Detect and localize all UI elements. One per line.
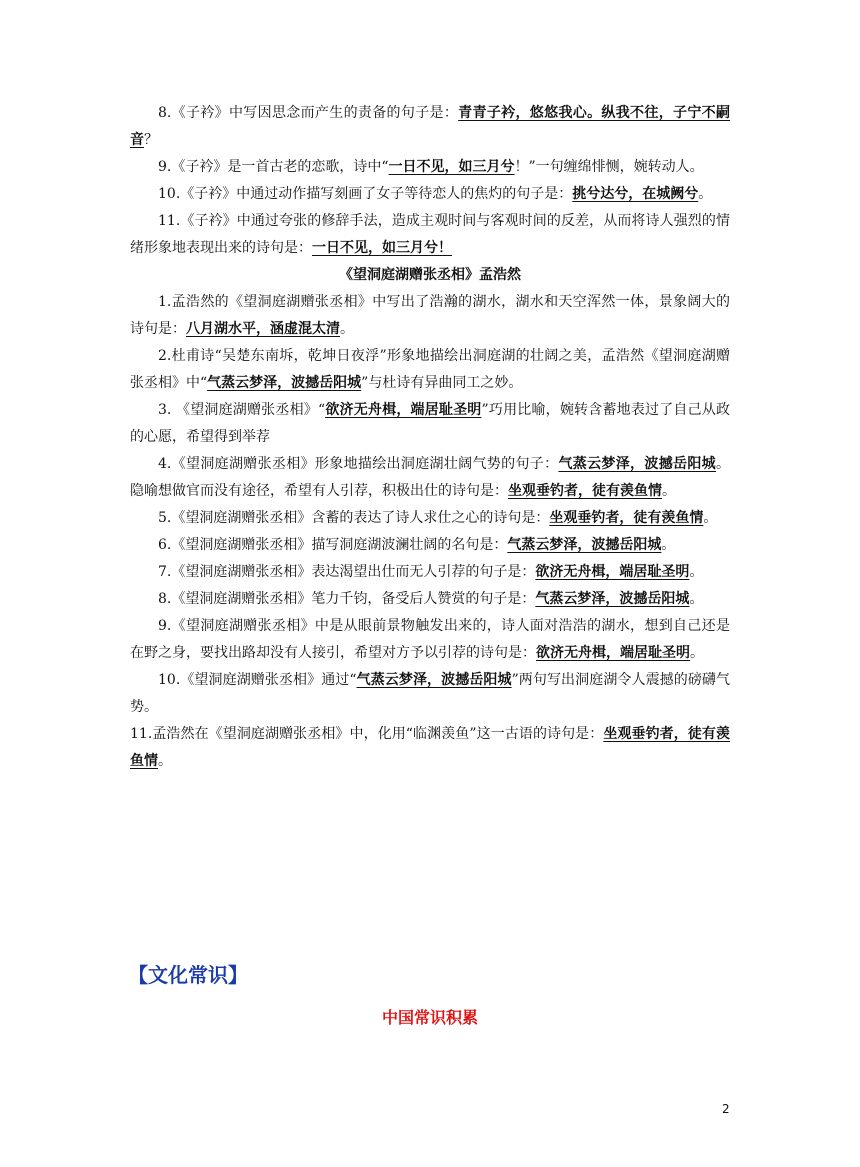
zijin-item-8: 8.《子衿》中写因思念而产生的责备的句子是：青青子衿，悠悠我心。纵我不往，子宁不嗣音？ <box>130 105 731 148</box>
content-area <box>130 100 730 775</box>
wdt-item-8: 8.《望洞庭湖赠张丞相》笔力千钧，备受后人赞赏的句子是：气蒸云梦泽，波撼岳阳城。 <box>158 591 704 607</box>
wdt-item-2: 2.杜甫诗“吴楚东南坼，乾坤日夜浮”形象地描绘出洞庭湖的壮阔之美，孟浩然《望洞庭湖赠张丞相》中“气蒸云梦泽，波撼岳阳城”与杜诗有异曲同工之妙。 <box>130 348 730 391</box>
culture-heading: 【文化常识】 <box>128 963 248 987</box>
wdt-item-4: 4.《望洞庭湖赠张丞相》形象地描绘出洞庭湖壮阔气势的句子：气蒸云梦泽，波撼岳阳城。隐喻想做官而没有途径，希望有人引荐，积极出仕的诗句是：坐观垂钓者，徒有羡鱼情。 <box>130 456 731 499</box>
answer: 一日不见，如三月兮！ <box>312 240 452 256</box>
answer: 坐观垂钓者，徒有羡鱼情 <box>549 510 704 526</box>
answer: 气蒸云梦泽，波撼岳阳城 <box>507 537 662 553</box>
answer: 气蒸云梦泽，波撼岳阳城 <box>356 672 512 688</box>
culture-subheading: 中国常识积累 <box>381 1008 478 1027</box>
wdt-item-11: 11.孟浩然在《望洞庭湖赠张丞相》中，化用“临渊羡鱼”这一古语的诗句是：坐观垂钓者，徒有羡鱼情。 <box>130 726 731 769</box>
poem-title: 《望洞庭湖赠张丞相》孟浩然 <box>339 267 521 283</box>
answer: 气蒸云梦泽，波撼岳阳城 <box>558 456 717 472</box>
answer: 气蒸云梦泽，波撼岳阳城 <box>207 375 362 391</box>
zijin-item-10: 10.《子衿》中通过动作描写刻画了女子等待恋人的焦灼的句子是：挑兮达兮，在城阙兮。 <box>158 186 713 202</box>
wdt-item-5: 5.《望洞庭湖赠张丞相》含蓄的表达了诗人求仕之心的诗句是：坐观垂钓者，徒有羡鱼情。 <box>158 510 718 526</box>
answer: 坐观垂钓者，徒有羡鱼情 <box>130 726 731 769</box>
answer: 欲济无舟楫，端居耻圣明 <box>325 402 482 418</box>
answer: 挑兮达兮，在城阙兮 <box>572 186 699 202</box>
answer: 八月湖水平，涵虚混太清 <box>186 321 340 337</box>
answer: 欲济无舟楫，端居耻圣明 <box>535 564 690 580</box>
answer: 坐观垂钓者，徒有羡鱼情 <box>508 483 662 499</box>
answer: 欲济无舟楫，端居耻圣明 <box>536 645 690 661</box>
wdt-item-1: 1.孟浩然的《望洞庭湖赠张丞相》中写出了浩瀚的湖水，湖水和天空浑然一体，景象阔大的诗句是：八月湖水平，涵虚混太清。 <box>130 294 730 337</box>
wdt-item-10: 10.《望洞庭湖赠张丞相》通过“气蒸云梦泽，波撼岳阳城”两句写出洞庭湖令人震撼的磅礴气势。 <box>130 672 730 715</box>
zijin-item-11: 11.《子衿》中通过夸张的修辞手法，造成主观时间与客观时间的反差，从而将诗人强烈的情绪形象地表现出来的诗句是：一日不见，如三月兮！ <box>130 213 730 256</box>
wdt-item-3: 3. 《望洞庭湖赠张丞相》“欲济无舟楫，端居耻圣明”巧用比喻，婉转含蓄地表过了自己从政的心愿，希望得到举荐 <box>130 402 731 445</box>
wdt-item-6: 6.《望洞庭湖赠张丞相》描写洞庭湖波澜壮阔的名句是：气蒸云梦泽，波撼岳阳城。 <box>158 537 676 553</box>
wdt-item-7: 7.《望洞庭湖赠张丞相》表达渴望出仕而无人引荐的句子是：欲济无舟楫，端居耻圣明。 <box>158 564 704 580</box>
zijin-item-9: 9.《子衿》是一首古老的恋歌，诗中“一日不见，如三月兮！”一句缠绵悱恻，婉转动人。 <box>158 159 704 175</box>
answer: 青青子衿，悠悠我心。纵我不往，子宁不嗣音 <box>130 105 731 148</box>
answer: 气蒸云梦泽，波撼岳阳城 <box>535 591 690 607</box>
wdt-item-9: 9.《望洞庭湖赠张丞相》中是从眼前景物触发出来的，诗人面对浩浩的湖水，想到自己还是在野之身，要找出路却没有人接引，希望对方予以引荐的诗句是：欲济无舟楫，端居耻圣明。 <box>130 618 730 661</box>
answer: 一日不见，如三月兮 <box>388 159 515 175</box>
page-number: 2 <box>722 1102 730 1116</box>
